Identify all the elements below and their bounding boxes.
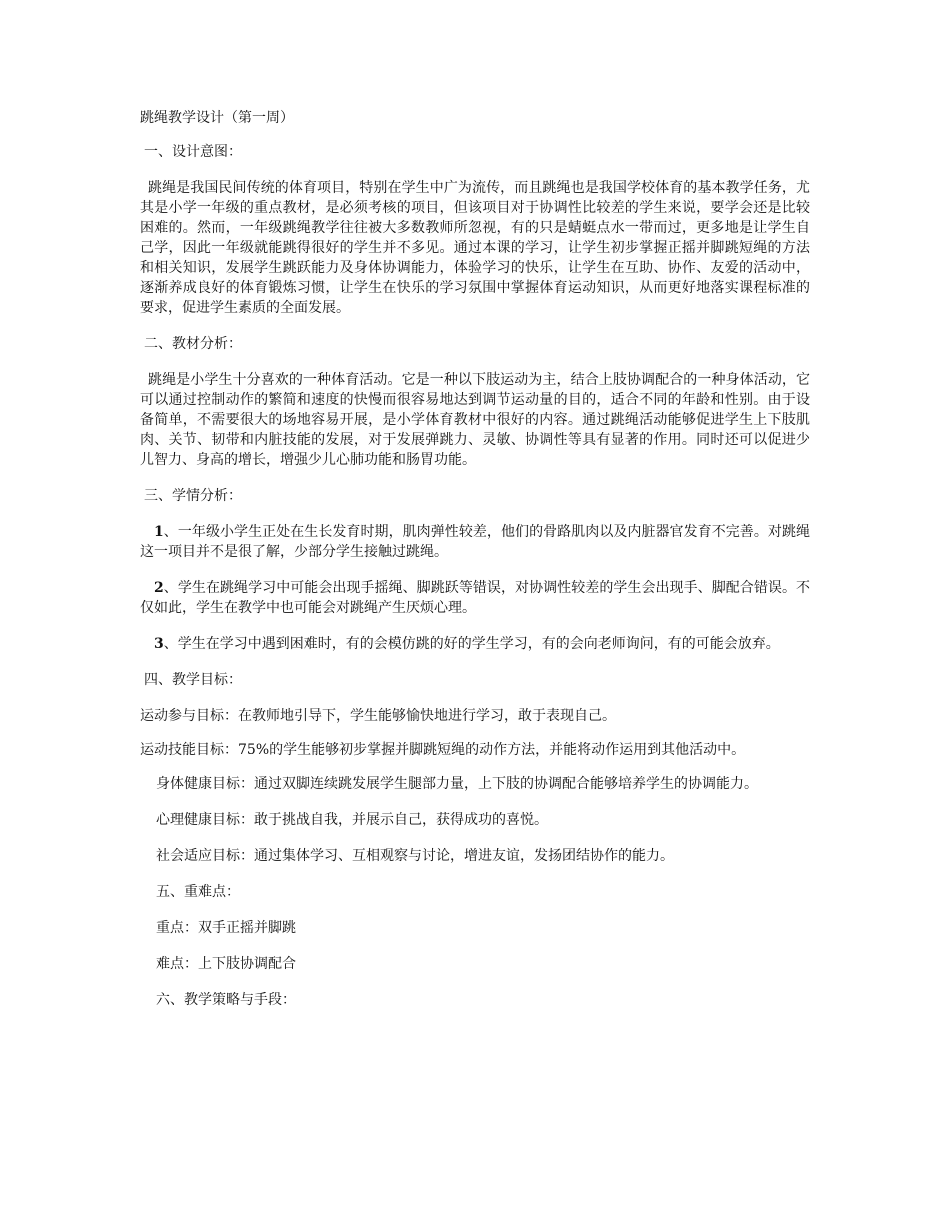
section-heading-strategies: 六、教学策略与手段： <box>156 992 296 1008</box>
goal-mental-health: 心理健康目标：敢于挑战自我，并展示自己，获得成功的喜悦。 <box>156 812 548 828</box>
section-heading-design-intent: 一、设计意图： <box>144 144 242 160</box>
item-text: 、学生在学习中遇到困难时，有的会模仿跳的好的学生学习，有的会向老师询问，有的可能会放弃。 <box>163 636 780 652</box>
item-number: 1 <box>154 524 164 540</box>
difficult-point: 难点：上下肢协调配合 <box>156 956 296 972</box>
goal-participation: 运动参与目标：在教师地引导下，学生能够愉快地进行学习，敢于表现自己。 <box>140 708 616 724</box>
item-number: 2 <box>154 580 164 596</box>
key-point: 重点：双手正摇并脚跳 <box>156 920 296 936</box>
section-heading-teaching-goals: 四、教学目标： <box>144 672 242 688</box>
goal-skill: 运动技能目标：75%的学生能够初步掌握并脚跳短绳的动作方法，并能将动作运用到其他活动中。 <box>140 742 746 758</box>
section-heading-key-points: 五、重难点： <box>156 884 240 900</box>
item-text: 、一年级小学生正处在生长发育时期，肌肉弹性较差，他们的骨路肌肉以及内脏器官发育不完善。对跳绳这一项目并不是很了解，少部分学生接触过跳绳。 <box>140 524 810 560</box>
goal-physical-health: 身体健康目标：通过双脚连续跳发展学生腿部力量，上下肢的协调配合能够培养学生的协调能力。 <box>156 776 758 792</box>
goal-social-adaptation: 社会适应目标：通过集体学习、互相观察与讨论，增进友谊，发扬团结协作的能力。 <box>156 848 674 864</box>
item-text: 、学生在跳绳学习中可能会出现手摇绳、脚跳跃等错误，对协调性较差的学生会出现手、脚配合错误。不仅如此，学生在教学中也可能会对跳绳产生厌烦心理。 <box>140 580 810 616</box>
learner-analysis-item-1 <box>140 522 810 562</box>
section-heading-learner-analysis: 三、学情分析： <box>144 488 242 504</box>
learner-analysis-item-2 <box>140 578 810 618</box>
document-title: 跳绳教学设计（第一周） <box>140 110 294 126</box>
item-number: 3 <box>154 636 164 652</box>
paragraph-material-analysis: 跳绳是小学生十分喜欢的一种体育活动。它是一种以下肢运动为主，结合上肢协调配合的一种身体活动，它可以通过控制动作的繁简和速度的快慢而很容易地达到调节运动量的目的，适合不同的年龄和性别。由于设备简单，不需要很大的场地容易开展，是小学体育教材中很好的内容。通过跳绳活动能够促进学生上下肢肌肉、关节、韧带和内脏技能的发展，对于发展弹跳力、灵敏、协调性等具有显著的作用。同时还可以促进少儿智力、身高的增长，增强少儿心肺功能和肠胃功能。 <box>140 372 810 468</box>
paragraph-design-intent: 跳绳是我国民间传统的体育项目，特别在学生中广为流传，而且跳绳也是我国学校体育的基本教学任务，尤其是小学一年级的重点教材，是必须考核的项目，但该项目对于协调性比较差的学生来说，要学会还是比较困难的。然而，一年级跳绳教学往往被大多数教师所忽视，有的只是蜻蜓点水一带而过，更多地是让学生自己学，因此一年级就能跳得很好的学生并不多见。通过本课的学习，让学生初步掌握正摇并脚跳短绳的方法和相关知识，发展学生跳跃能力及身体协调能力，体验学习的快乐，让学生在互助、协作、友爱的活动中，逐渐养成良好的体育锻炼习惯，让学生在快乐的学习氛围中掌握体育运动知识，从而更好地落实课程标准的要求，促进学生素质的全面发展。 <box>140 180 810 316</box>
document-body <box>140 108 810 1026</box>
section-heading-material-analysis: 二、教材分析： <box>144 336 242 352</box>
learner-analysis-item-3 <box>140 634 810 654</box>
